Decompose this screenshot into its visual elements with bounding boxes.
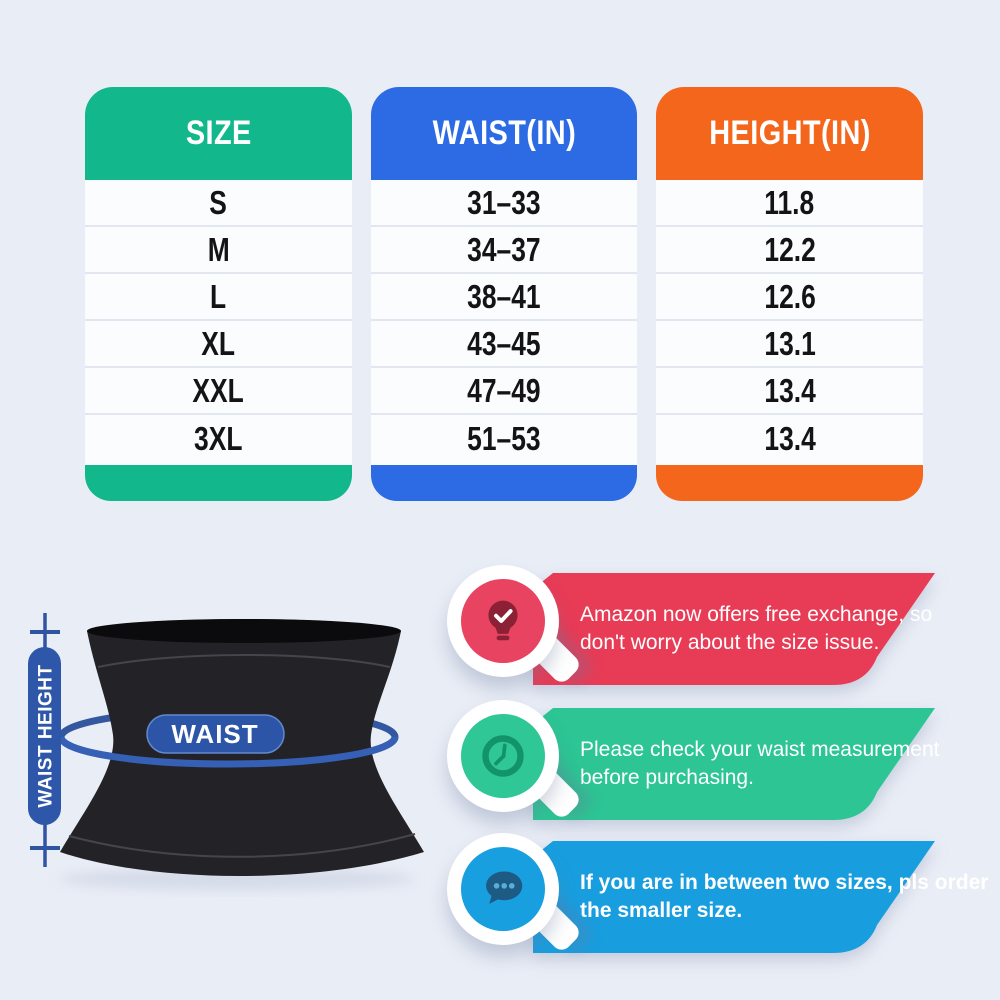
column-header-height: [656, 87, 923, 180]
table-cell: 38–41: [371, 274, 638, 321]
table-cell: 31–33: [371, 180, 638, 227]
table-cell: 3XL: [194, 419, 243, 457]
column-size: [85, 87, 352, 501]
waist-trainer-illustration: [15, 585, 435, 897]
table-cell: 12.2: [656, 227, 923, 274]
column-body-size: [85, 180, 352, 465]
table-cell: 13.4: [656, 368, 923, 415]
svg-text:WAIST: WAIST: [171, 719, 259, 749]
table-cell: 12.6: [656, 274, 923, 321]
table-cell: 13.1: [656, 321, 923, 368]
table-cell: 47–49: [371, 368, 638, 415]
chat-glyph: [475, 861, 531, 917]
chat-dots-icon: [445, 831, 565, 951]
column-header-label: WAIST(IN): [432, 114, 576, 152]
waist-height-label: [28, 647, 61, 825]
callout-check-measurement: [445, 698, 955, 833]
table-cell: 51–53: [467, 419, 541, 457]
column-header-size: [85, 87, 352, 180]
table-cell: 34–37: [371, 227, 638, 274]
lightbulb-check-icon: [445, 563, 565, 683]
column-body-height: [656, 180, 923, 465]
table-cell: L: [85, 274, 352, 321]
column-body-waist: [371, 180, 638, 465]
column-footer-size: [85, 465, 352, 501]
callout-free-exchange: [445, 563, 955, 698]
table-cell: XL: [85, 321, 352, 368]
lightbulb-glyph: [475, 593, 531, 649]
waist-label: [147, 715, 284, 753]
table-cell: 13.4: [763, 419, 816, 457]
table-cell: M: [85, 227, 352, 274]
column-height: [656, 87, 923, 501]
column-footer-height: [656, 465, 923, 501]
column-header-label: SIZE: [185, 114, 252, 152]
column-waist: [371, 87, 638, 501]
table-cell: 43–45: [371, 321, 638, 368]
column-header-label: HEIGHT(IN): [708, 114, 871, 152]
callout-text: Amazon now offers free exchange, so don't worry about the size issue.: [580, 603, 933, 654]
table-cell: XXL: [85, 368, 352, 415]
clock-glyph: [475, 728, 531, 784]
column-header-waist: [371, 87, 638, 180]
table-cell: 11.8: [656, 180, 923, 227]
clock-icon: [445, 698, 565, 818]
callout-text: If you are in between two sizes, pls order the smaller size.: [580, 871, 989, 922]
table-cell: S: [85, 180, 352, 227]
callout-text: Please check your waist measurement before purchasing.: [580, 738, 940, 789]
size-chart-table: [85, 87, 923, 501]
column-footer-waist: [371, 465, 638, 501]
callout-between-sizes: [445, 831, 989, 966]
svg-text:WAIST HEIGHT: WAIST HEIGHT: [35, 664, 57, 808]
